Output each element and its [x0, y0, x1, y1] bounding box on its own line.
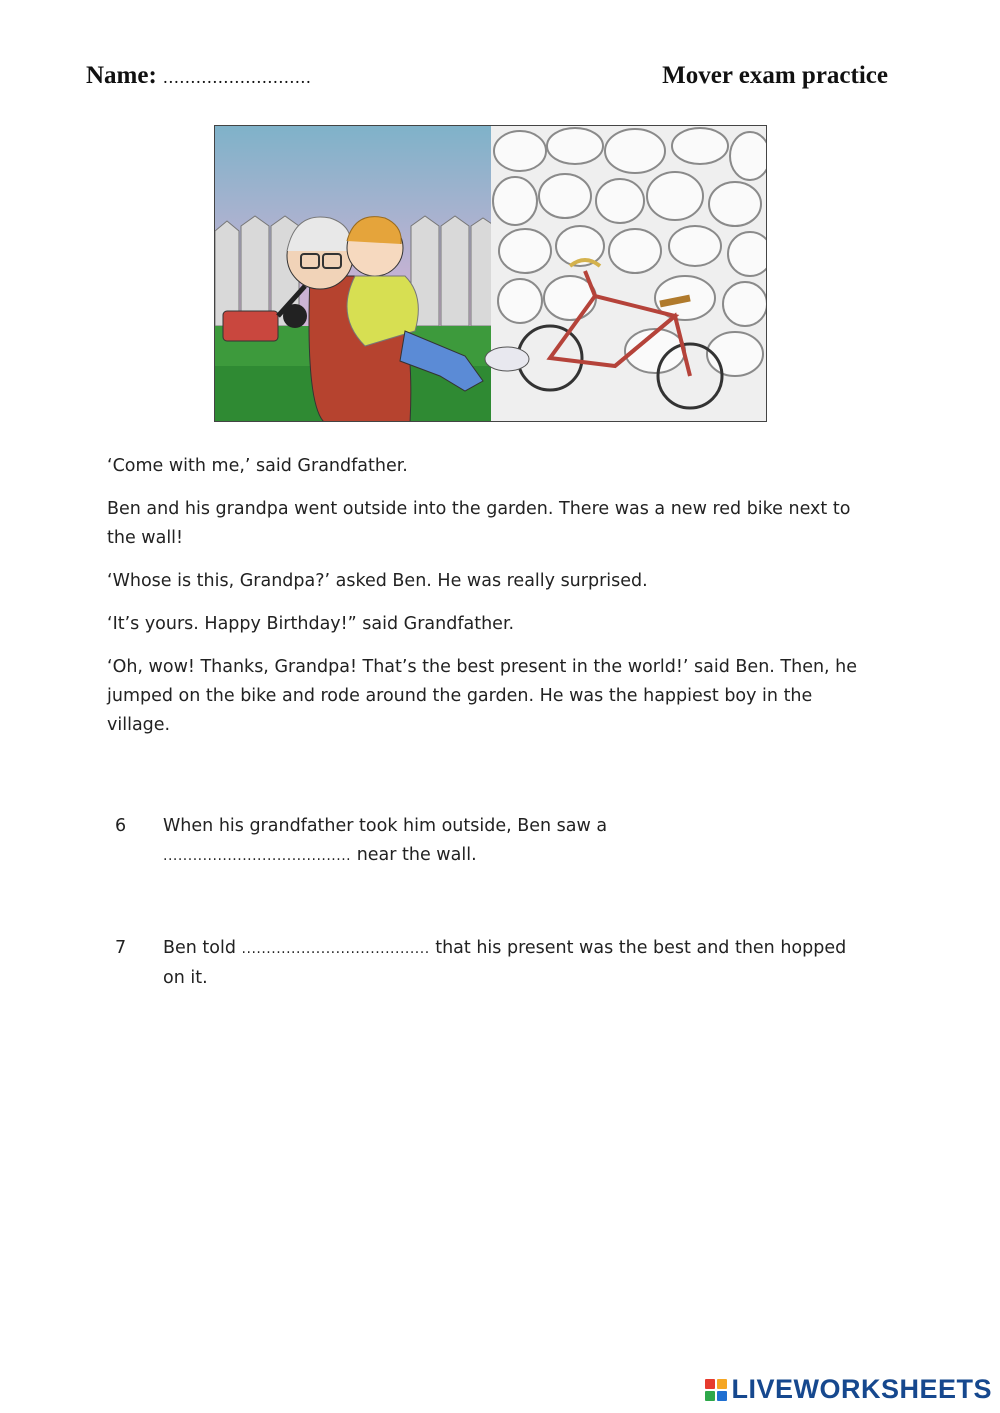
question-ending: near the wall.	[356, 845, 477, 865]
question-7	[115, 934, 855, 993]
question-text	[163, 934, 855, 993]
answer-blank-6[interactable]: ......................................	[163, 848, 352, 864]
question-number: 7	[115, 938, 127, 958]
question-prompt: Ben told	[163, 938, 236, 958]
story-illustration	[214, 125, 767, 422]
answer-blank-7[interactable]: ......................................	[241, 941, 430, 957]
story-paragraph: Ben and his grandpa went outside into the garden. There was a new red bike next to the wall!	[107, 499, 851, 548]
story-paragraph: ‘Whose is this, Grandpa?’ asked Ben. He was really surprised.	[107, 571, 648, 591]
question-text	[163, 812, 855, 871]
story-paragraph: ‘Oh, wow! Thanks, Grandpa! That’s the best present in the world!’ said Ben. Then, he jumped on the bike and rode around the garden. He was the happiest boy in the village.	[107, 657, 858, 735]
question-ending: that his present was the best and then hopped on it.	[163, 938, 847, 988]
question-prompt: When his grandfather took him outside, Ben saw a	[163, 816, 608, 836]
liveworksheets-logo	[705, 1374, 992, 1405]
page-title: Mover exam practice	[662, 62, 888, 89]
story-paragraph: ‘Come with me,’ said Grandfather.	[107, 456, 408, 476]
story-text	[107, 452, 877, 754]
name-label: Name:	[86, 62, 157, 89]
grandpa-hug-bike-picture	[215, 126, 767, 422]
question-6	[115, 812, 855, 871]
question-number: 6	[115, 816, 127, 836]
name-blank[interactable]: ...........................	[163, 67, 312, 87]
name-field	[86, 62, 312, 90]
brand-text: LIVEWORKSHEETS	[731, 1374, 992, 1404]
liveworksheets-logo-icon	[705, 1379, 727, 1401]
story-paragraph: ‘It’s yours. Happy Birthday!” said Grandfather.	[107, 614, 515, 634]
